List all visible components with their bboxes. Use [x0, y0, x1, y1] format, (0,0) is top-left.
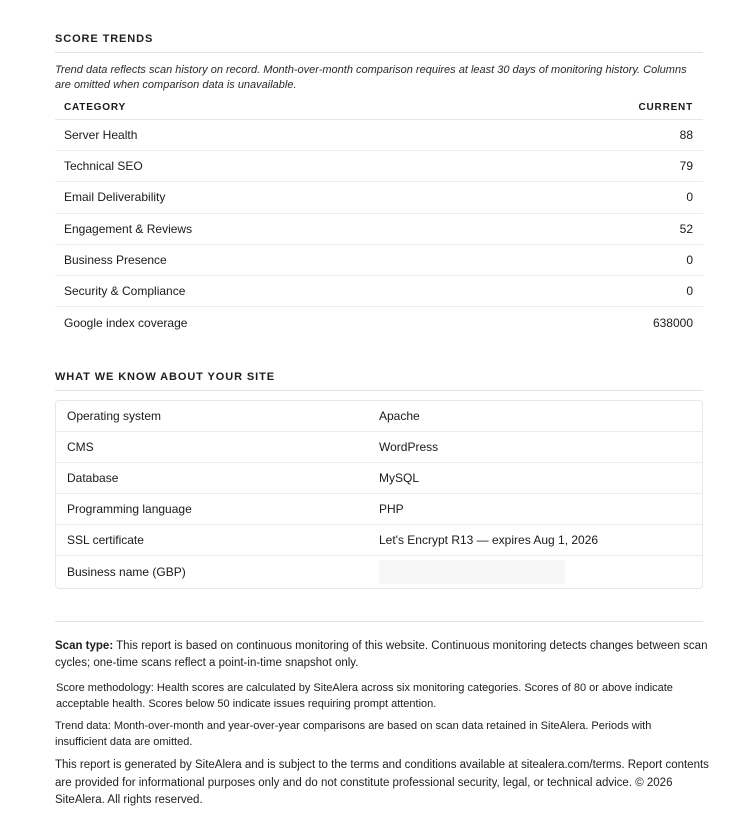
fact-label: Business name (GBP): [67, 565, 186, 580]
fact-value: PHP: [379, 502, 404, 517]
section-divider: [55, 390, 703, 391]
category-name: Google index coverage: [64, 315, 188, 330]
current-score: 79: [679, 159, 693, 174]
table-row: [56, 463, 702, 494]
redacted-value-placeholder: [379, 560, 565, 584]
scan-type-note: [55, 638, 725, 672]
current-score: 0: [686, 190, 693, 205]
category-name: Engagement & Reviews: [64, 221, 193, 236]
category-name: Technical SEO: [64, 159, 143, 174]
current-score: 0: [686, 252, 693, 267]
site-facts-table: [55, 400, 703, 589]
score-trends-title: SCORE TRENDS: [55, 33, 154, 45]
fact-value-redacted: [379, 560, 702, 584]
fact-value: Let's Encrypt R13 — expires Aug 1, 2026: [379, 533, 599, 548]
fact-label: SSL certificate: [67, 533, 144, 548]
site-facts-title: WHAT WE KNOW ABOUT YOUR SITE: [55, 371, 275, 383]
table-row: [55, 182, 703, 213]
current-score: 88: [679, 128, 693, 143]
table-row: [55, 214, 703, 245]
current-score: 52: [679, 221, 693, 236]
fact-value: WordPress: [379, 440, 439, 455]
table-row: [56, 401, 702, 432]
category-name: Business Presence: [64, 252, 167, 267]
fact-label: Database: [67, 471, 119, 486]
table-row: [56, 432, 702, 463]
table-row: [55, 151, 703, 182]
category-name: Server Health: [64, 128, 138, 143]
table-row: [55, 307, 703, 338]
fact-label: Operating system: [67, 409, 162, 424]
fact-label: Programming language: [67, 502, 192, 517]
table-row: [56, 494, 702, 525]
table-row: [56, 525, 702, 556]
column-header-current: CURRENT: [638, 102, 693, 113]
trend-data-note: Trend data: Month-over-month and year-over-year comparisons are based on scan data retained in SiteAlera. Periods with insufficient data are omitted.: [55, 720, 652, 748]
scan-type-label: Scan type:: [55, 640, 114, 652]
table-row: [55, 120, 703, 151]
table-row: [55, 276, 703, 307]
category-name: Email Deliverability: [64, 190, 166, 205]
section-divider: [55, 52, 703, 53]
column-header-category: CATEGORY: [64, 102, 126, 113]
category-name: Security & Compliance: [64, 284, 186, 299]
table-row: [56, 556, 702, 587]
trend-note: Trend data reflects scan history on record. Month-over-month comparison requires at least 30 days of monitoring history. Columns are omitted when comparison data is unavailable.: [55, 64, 687, 91]
table-row: [55, 245, 703, 276]
current-score: 0: [686, 284, 693, 299]
legal-notice: This report is generated by SiteAlera and is subject to the terms and conditions available at sitealera.com/terms. Report contents are provided for informational purposes only and do not constitute professional security, legal, or technical advice. © 2026 SiteAlera. All rights reserved.: [55, 759, 709, 806]
score-trends-table: [55, 96, 703, 338]
fact-label: CMS: [67, 440, 94, 455]
fact-value: MySQL: [379, 471, 420, 486]
scan-type-text: This report is based on continuous monitoring of this website. Continuous monitoring detects changes between scan cycles; one-time scans reflect a point-in-time snapshot only.: [55, 640, 708, 669]
score-methodology-note: Score methodology: Health scores are calculated by SiteAlera across six monitoring categories. Scores of 80 or above indicate acceptable health. Scores below 50 indicate issues requiring prompt attention.: [56, 682, 673, 710]
footer-divider: [55, 621, 703, 622]
current-score: 638000: [652, 315, 693, 330]
fact-value: Apache: [379, 409, 420, 424]
table-header: [55, 96, 703, 120]
